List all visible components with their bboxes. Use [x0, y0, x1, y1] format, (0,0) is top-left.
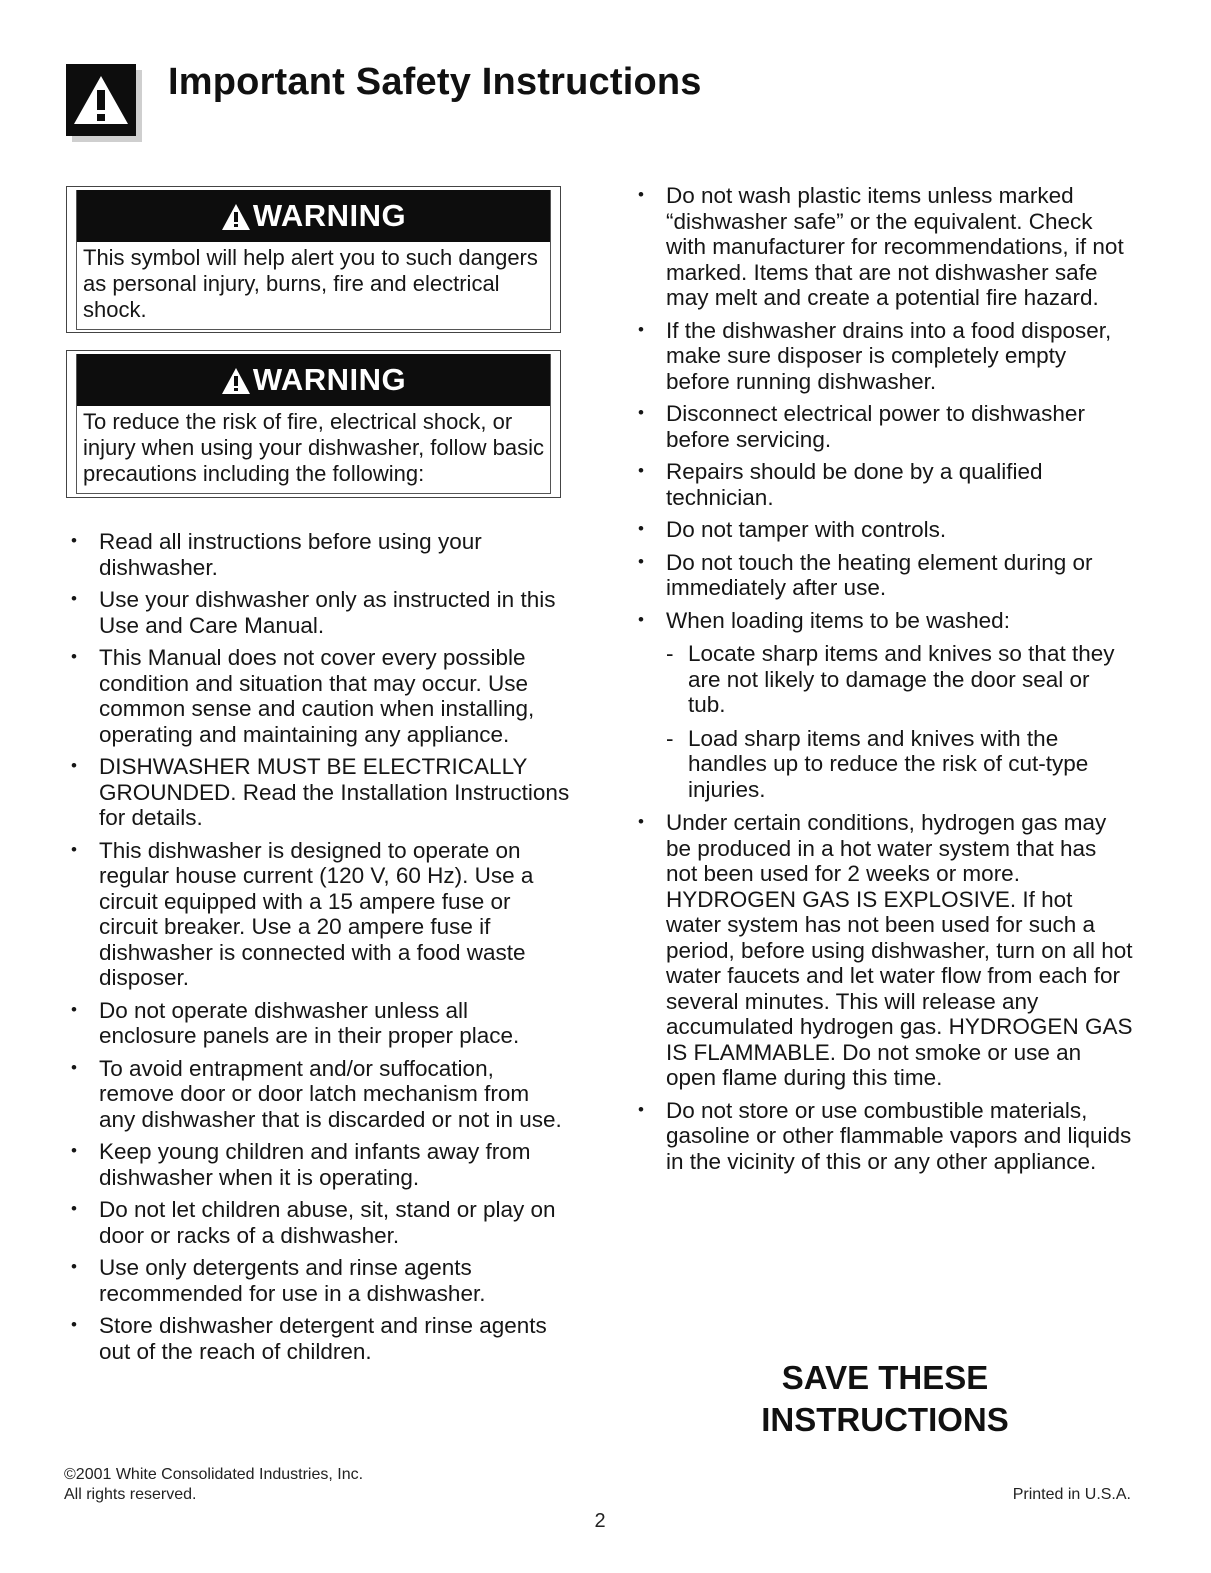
- list-item: • Keep young children and infants away from dishwasher when it is operating.: [71, 1139, 531, 1190]
- warning-label: WARNING: [252, 362, 407, 397]
- warning-text: This symbol will help alert you to such dangers as personal injury, burns, fire and electrical shock.: [83, 245, 538, 322]
- list-item: • Repairs should be done by a qualified technician.: [638, 459, 1043, 510]
- warning-text: To reduce the risk of fire, electrical shock, or injury when using your dishwasher, follow basic precautions including the following:: [83, 409, 545, 486]
- list-item: • Do not wash plastic items unless marked “dishwasher safe” or the equivalent. Check with manufacturer for recommendations, if not marked. Items that are not dishwasher safe may melt and create a potential fire hazard.: [638, 183, 1124, 310]
- sublist-item: - Locate sharp items and knives so that they are not likely to damage the door seal or tub.: [666, 641, 1115, 717]
- list-item: • DISHWASHER MUST BE ELECTRICALLY GROUNDED. Read the Installation Instructions for details.: [71, 754, 570, 830]
- save-line-1: SAVE THESE: [781, 1359, 989, 1396]
- warning-triangle-icon: [221, 203, 251, 231]
- printed-in-text: Printed in U.S.A.: [1012, 1486, 1131, 1503]
- list-item: • If the dishwasher drains into a food disposer, make sure disposer is completely empty before running dishwasher.: [638, 317, 1112, 394]
- warning-banner: [77, 354, 550, 406]
- sublist-item: - Load sharp items and knives with the handles up to reduce the risk of cut-type injuries.: [666, 725, 1089, 802]
- warning-banner: [77, 190, 550, 242]
- list-item: • To avoid entrapment and/or suffocation, remove door or door latch mechanism from any dishwasher that is discarded or not in use.: [71, 1055, 562, 1132]
- right-safety-list: [633, 183, 1133, 1181]
- copyright-text: ©2001 White Consolidated Industries, Inc.: [64, 1466, 364, 1483]
- list-item-text: Do not wash plastic items unless marked “dishwasher safe” or the equivalent. Check with manufacturer for recommendations, if not marked. Items that are not dishwasher safe may melt and create a potential fire hazard.: [666, 183, 1124, 310]
- left-safety-list: [66, 529, 571, 1371]
- list-item: • Do not operate dishwasher unless all enclosure panels are in their proper place.: [71, 997, 520, 1048]
- list-item-text: DISHWASHER MUST BE ELECTRICALLY GROUNDED. Read the Installation Instructions for details.: [99, 754, 570, 830]
- list-item: • Do not tamper with controls.: [638, 517, 947, 542]
- list-item: • Do not touch the heating element during or immediately after use.: [638, 549, 1093, 600]
- list-item-text: Keep young children and infants away from dishwasher when it is operating.: [99, 1139, 531, 1190]
- list-item: • Do not let children abuse, sit, stand or play on door or racks of a dishwasher.: [71, 1197, 556, 1248]
- list-item-text: If the dishwasher drains into a food disposer, make sure disposer is completely empty before running dishwasher.: [666, 317, 1112, 394]
- list-item-text: Do not let children abuse, sit, stand or play on door or racks of a dishwasher.: [99, 1197, 556, 1248]
- footer-copyright: [64, 1465, 363, 1505]
- list-item: • This Manual does not cover every possible condition and situation that may occur. Use common sense and caution when installing, operating and maintaining any appliance.: [71, 645, 535, 747]
- page-number: 2: [594, 1510, 606, 1532]
- save-line-2: INSTRUCTIONS: [761, 1401, 1009, 1438]
- list-item: • Store dishwasher detergent and rinse agents out of the reach of children.: [71, 1313, 547, 1364]
- rights-text: All rights reserved.: [64, 1486, 197, 1503]
- list-item: • When loading items to be washed: - Locate sharp items and knives so that they are not likely to damage the door seal or tub. - Load sharp items and knives with the handles up to reduce the risk of cut-type injuries.: [633, 608, 1133, 803]
- warning-box-precautions: [66, 350, 561, 498]
- page-title: Important Safety Instructions: [168, 61, 702, 103]
- list-item-text: This dishwasher is designed to operate on regular house current (120 V, 60 Hz). Use a circuit equipped with a 15 ampere fuse or circuit breaker. Use a 20 ampere fuse if dishwasher is connected with a food waste disposer.: [99, 837, 534, 990]
- warning-box-symbol: [66, 186, 561, 333]
- list-item: • Do not store or use combustible materials, gasoline or other flammable vapors and liquids in the vicinity of this or any other appliance.: [638, 1097, 1132, 1174]
- sublist-item-text: Load sharp items and knives with the handles up to reduce the risk of cut-type injuries.: [688, 725, 1089, 802]
- list-item: • Use only detergents and rinse agents recommended for use in a dishwasher.: [71, 1255, 486, 1306]
- list-item-text: Do not touch the heating element during or immediately after use.: [666, 549, 1093, 600]
- list-item-text: Do not tamper with controls.: [666, 517, 947, 542]
- list-item-text: Use your dishwasher only as instructed in this Use and Care Manual.: [99, 587, 556, 638]
- list-item-text: Under certain conditions, hydrogen gas may be produced in a hot water system that has not been used for 2 weeks or more. HYDROGEN GAS IS EXPLOSIVE. If hot water system has not been used for such a period, before using dishwasher, turn on all hot water faucets and let water flow from each for several minutes. This will release any accumulated hydrogen gas. HYDROGEN GAS IS FLAMMABLE. Do not smoke or use an open flame during this time.: [666, 810, 1133, 1090]
- warning-triangle-icon: [221, 367, 251, 395]
- list-item-text: This Manual does not cover every possible condition and situation that may occur. Use common sense and caution when installing, operating and maintaining any appliance.: [99, 645, 535, 747]
- list-item-text: When loading items to be washed:: [666, 607, 1010, 633]
- save-instructions-heading: [700, 1357, 1070, 1441]
- loading-sublist: [666, 641, 1133, 802]
- list-item-text: Do not operate dishwasher unless all enclosure panels are in their proper place.: [99, 997, 520, 1048]
- list-item: • Under certain conditions, hydrogen gas may be produced in a hot water system that has not been used for 2 weeks or more. HYDROGEN GAS IS EXPLOSIVE. If hot water system has not been used for such a period, before using dishwasher, turn on all hot water faucets and let water flow from each for several minutes. This will release any accumulated hydrogen gas. HYDROGEN GAS IS FLAMMABLE. Do not smoke or use an open flame during this time.: [638, 810, 1133, 1090]
- list-item: • Read all instructions before using your dishwasher.: [71, 529, 482, 580]
- list-item-text: Store dishwasher detergent and rinse agents out of the reach of children.: [99, 1313, 547, 1364]
- sublist-item-text: Locate sharp items and knives so that they are not likely to damage the door seal or tub.: [688, 641, 1115, 717]
- list-item: • Use your dishwasher only as instructed in this Use and Care Manual.: [71, 587, 556, 638]
- list-item-text: Use only detergents and rinse agents recommended for use in a dishwasher.: [99, 1255, 486, 1306]
- warning-label: WARNING: [252, 198, 407, 233]
- list-item-text: Do not store or use combustible materials, gasoline or other flammable vapors and liquids in the vicinity of this or any other appliance.: [666, 1097, 1132, 1174]
- list-item-text: To avoid entrapment and/or suffocation, remove door or door latch mechanism from any dishwasher that is discarded or not in use.: [99, 1055, 562, 1132]
- list-item: • Disconnect electrical power to dishwasher before servicing.: [638, 401, 1085, 452]
- list-item-text: Disconnect electrical power to dishwasher before servicing.: [666, 401, 1085, 452]
- list-item: • This dishwasher is designed to operate on regular house current (120 V, 60 Hz). Use a circuit equipped with a 15 ampere fuse or circuit breaker. Use a 20 ampere fuse if dishwasher is connected with a food waste disposer.: [71, 837, 534, 990]
- warning-icon: [66, 64, 144, 144]
- list-item-text: Repairs should be done by a qualified technician.: [666, 459, 1043, 510]
- list-item-text: Read all instructions before using your dishwasher.: [99, 529, 482, 580]
